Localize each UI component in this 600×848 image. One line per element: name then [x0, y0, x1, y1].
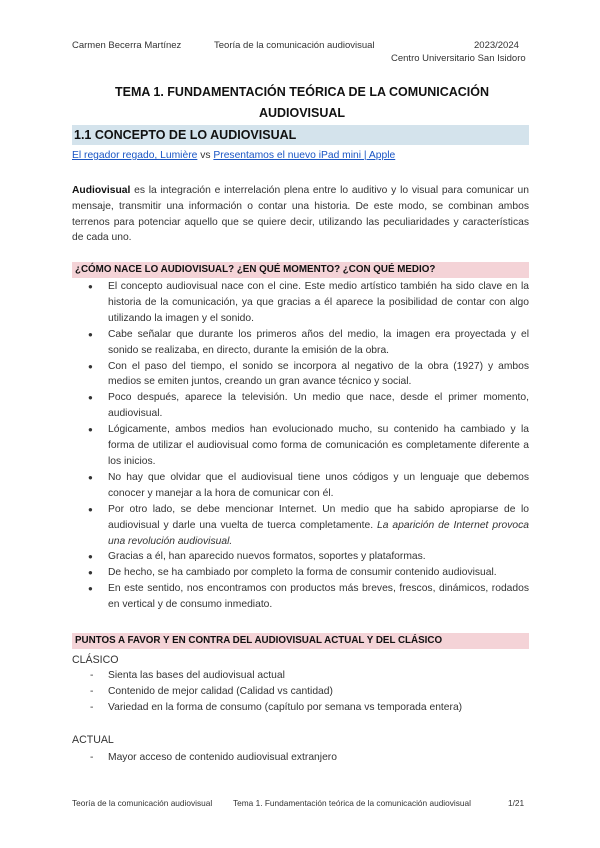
list-item: - Contenido de mejor calidad (Calidad vs cantidad)	[90, 686, 333, 697]
bullet-icon: ●	[88, 568, 93, 578]
link-regador-regado[interactable]: El regador regado, Lumière	[72, 150, 198, 161]
page-title-line1: TEMA 1. FUNDAMENTACIÓN TEÓRICA DE LA COMUNICACIÓN	[114, 85, 490, 99]
page-title	[72, 82, 532, 124]
definition-text: es la integración e interrelación plena entre lo auditivo y lo visual para comunicar un mensaje, transmitir una información o contar una historia. De este modo, se combinan ambos terrenos para potenciar aquello que se quiere decir, utilizando las peculiaridades y características de cada uno.	[72, 185, 529, 244]
header-year: 2023/2024	[474, 40, 519, 51]
list-item: ● Por otro lado, se debe mencionar Internet. Un medio que ha sabido apropiarse de lo audiovisual y darle una vuelta de tuerca completamente. La aparición de Internet provoca una revolución audiovisual.	[88, 503, 529, 547]
header-course: Teoría de la comunicación audiovisual	[214, 40, 375, 51]
definition-paragraph	[72, 183, 529, 246]
list-item: ● Con el paso del tiempo, el sonido se incorpora al negativo de la obra (1927) y ambos medios se emiten juntos, creando un gran avance técnico y social.	[88, 360, 529, 388]
classic-label: CLÁSICO	[72, 654, 119, 666]
bullet-icon: ●	[88, 472, 93, 482]
list-item: - Variedad en la forma de consumo (capítulo por semana vs temporada entera)	[90, 702, 463, 713]
reference-links	[72, 150, 395, 161]
bullet-icon: ●	[88, 504, 93, 514]
section-heading-concept: 1.1 CONCEPTO DE LO AUDIOVISUAL	[72, 125, 529, 145]
list-item: ● Lógicamente, ambos medios han evolucionado mucho, su contenido ha cambiado y la forma de utilizar el audiovisual como forma de comunicación es completamente diferente a los inicios.	[88, 424, 529, 467]
page-title-line2: AUDIOVISUAL	[258, 106, 346, 120]
list-item: - Sienta las bases del audiovisual actual	[90, 670, 285, 681]
bullet-icon: ●	[88, 393, 93, 403]
list-item: - Mayor acceso de contenido audiovisual extranjero	[90, 752, 337, 763]
list-item: ● Poco después, aparece la televisión. Un medio que nace, desde el primer momento, audiovisual.	[88, 392, 529, 420]
footer-page-number: 1/21	[508, 798, 525, 808]
footer-topic: Tema 1. Fundamentación teórica de la comunicación audiovisual	[233, 798, 471, 808]
list-item: ● Cabe señalar que durante los primeros años del medio, la imagen era proyectada y el sonido se realizaba, en directo, durante la emisión de la obra.	[88, 328, 529, 356]
bullet-icon: ●	[88, 329, 93, 339]
list-item: ● En este sentido, nos encontramos con productos más breves, frescos, dinámicos, rodados en vertical y de consumo inmediato.	[88, 583, 529, 611]
footer-course: Teoría de la comunicación audiovisual	[72, 798, 213, 808]
header-author: Carmen Becerra Martínez	[72, 40, 182, 51]
current-list	[72, 750, 529, 766]
list-item: ● No hay que olvidar que el audiovisual tiene unos códigos y un lenguaje que debemos conocer y manejar a la hora de comunicar con él.	[88, 471, 529, 499]
section-heading-pros-cons: PUNTOS A FAVOR Y EN CONTRA DEL AUDIOVISUAL ACTUAL Y DEL CLÁSICO	[72, 633, 529, 649]
link-ipad-mini[interactable]: Presentamos el nuevo iPad mini | Apple	[213, 150, 396, 161]
bullet-icon: ●	[88, 361, 93, 371]
bullet-icon: ●	[88, 552, 93, 562]
current-label: ACTUAL	[72, 734, 114, 746]
list-item: ● Gracias a él, han aparecido nuevos formatos, soportes y plataformas.	[72, 549, 529, 565]
list-item: ● De hecho, se ha cambiado por completo la forma de consumir contenido audiovisual.	[72, 565, 529, 581]
classic-list	[72, 668, 529, 716]
bullet-icon: ●	[88, 584, 93, 594]
section-heading-origin: ¿CÓMO NACE LO AUDIOVISUAL? ¿EN QUÉ MOMENTO? ¿CON QUÉ MEDIO?	[72, 262, 529, 278]
bullet-icon: ●	[88, 425, 93, 435]
definition-term: Audiovisual	[72, 185, 131, 196]
header-institution: Centro Universitario San Isidoro	[391, 53, 526, 64]
link-separator: vs	[197, 150, 214, 161]
internet-revolution-quote: La aparición de Internet provoca una revolución audiovisual.	[108, 519, 529, 547]
origin-bullet-list	[72, 279, 529, 613]
list-item: ● El concepto audiovisual nace con el cine. Este medio artístico también ha sido clave en la historia de la comunicación, ya que gracias a él aparece la posibilidad de contar con algo utilizando la imagen y el sonido.	[88, 281, 529, 324]
bullet-icon: ●	[88, 282, 93, 291]
